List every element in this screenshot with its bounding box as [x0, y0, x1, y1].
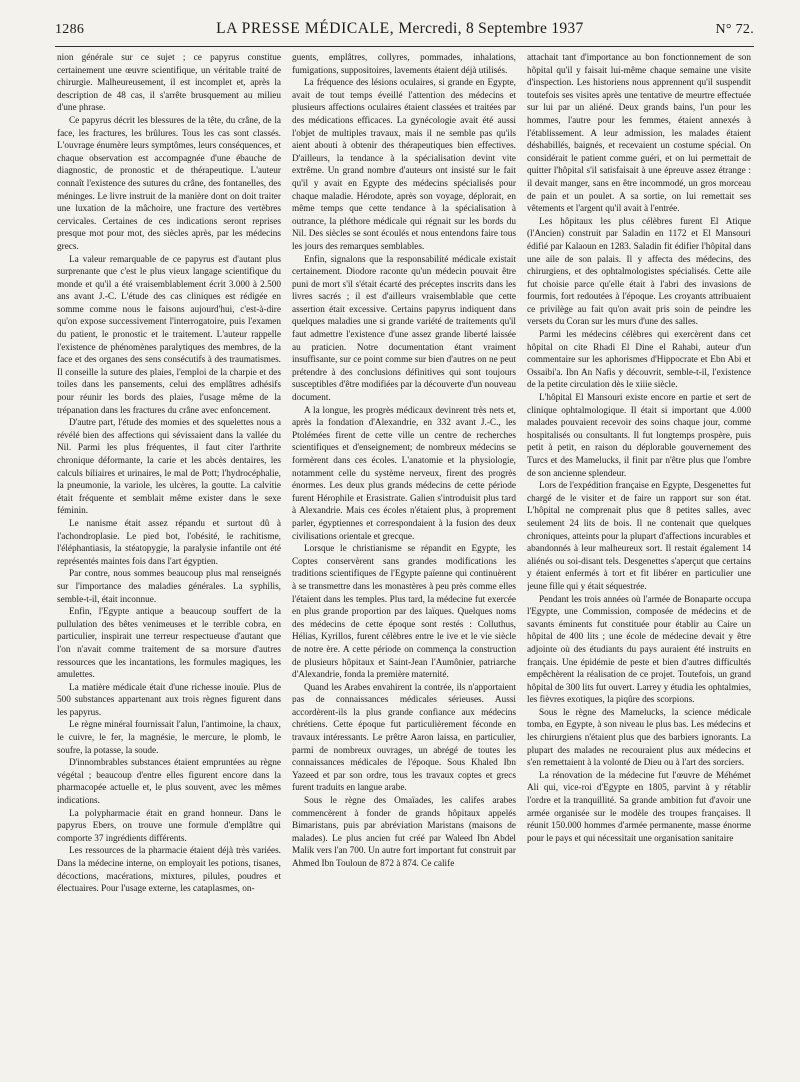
paragraph: Lorsque le christianisme se répandit en Egypte, les Coptes conservèrent sans grandes modifications les traditions scientifiques de l'Egypte païenne qui continuèrent à se transmettre dans les monastères à peu près comme elles l'étaient dans les temples. Plus tard, la médecine fut exercée en plus grande proportion par des laïques. Quelques noms des médecins de cette époque sont restés : Colluthus, Hélias, Kyrillos, furent célèbres entre le ive et le vie siècle de notre ère. A cette période on commença la construction de plusieurs hôpitaux et Saint-Jean l'Aumônier, patriarche d'Alexandrie, fonda la première maternité. — [292, 544, 516, 681]
paragraph: Pendant les trois années où l'armée de Bonaparte occupa l'Egypte, une Commission, composée de médecins et de savants éminents fut constituée pour établir au Caire un hôpital de 400 lits ; une école de médecine devait y être adjointe où des étudiants du pays auraient été instruits en français. Une épidémie de peste et bien d'autres difficultés empêchèrent la réalisation de ce projet. Toutefois, un grand hôpital de 300 lits fut ouvert. Larrey y étudia les ophtalmies, les fièvres exotiques, la piqûre des scorpions. — [527, 594, 751, 706]
paragraph: La rénovation de la médecine fut l'œuvre de Méhémet Ali qui, vice-roi d'Egypte en 1805, parvint à y rétablir l'ordre et la tranquillité. Sa grande ambition fut d'avoir une armée organisée sur le modèle des troupes françaises. Il réunit 150.000 hommes d'armée permanente, masse énorme pour le pays et qui nécessitait une organisation sanitaire — [527, 770, 751, 844]
paragraph: Ce papyrus décrit les blessures de la tête, du crâne, de la face, les fractures, les brûlures. Tous les cas sont classés. L'ouvrage énumère leurs symptômes, leurs conséquences, et chaque observation est accompagnée d'une ébauche de diagnostic, de pronostic et de thérapeutique. L'auteur connaît l'existence des sutures du crâne, des fontanelles, des méninges. Le livre instruit de la manière dont on doit traiter une luxation de la mâchoire, une fracture des vertèbres cervicales. Certaines de ces indications seront reprises presque mot pour mot, des siècles après, par les médecins grecs. — [57, 115, 281, 252]
paragraph: La valeur remarquable de ce papyrus est d'autant plus surprenante que c'est le plus vieux langage scientifique du monde et qu'il a été vraisemblablement écrit 3.000 à 2.500 ans avant J.-C. L'étude des cas cliniques est rédigée en somme comme nous le faisons aujourd'hui, c'est-à-dire qu'on expose successivement l'interrogatoire, puis l'examen du patient, le pronostic et le traitement. L'auteur rappelle l'existence de phénomènes paralytiques des membres, de la face et des organes des sens consécutifs à des traumatismes. Il conseille la suture des plaies, l'emploi de la charpie et des toiles dans les pansements, celui des emplâtres adhésifs pour réunir les bords des plaies, l'usage même de la trépanation dans les fractures du crâne avec enfoncement. — [57, 254, 281, 416]
paragraph: nion générale sur ce sujet ; ce papyrus constitue certainement une œuvre scientifique, un véritable traité de chirurgie. Malheureusement, il est incomplet et, après la description de 48 cas, il s'arrête brusquement au milieu d'une phrase. — [57, 53, 281, 114]
page-number: 1286 — [55, 22, 85, 37]
publication-title: LA PRESSE MÉDICALE, — [216, 20, 395, 37]
paragraph: Enfin, signalons que la responsabilité médicale existait certainement. Diodore raconte qu'un médecin pouvait être puni de mort s'il s'était écarté des préceptes inscrits dans les livres sacrés ; il est d'ailleurs vraisemblable que cette assertion était excessive. Certains papyrus indiquent dans quelques maladies une si grande variété de traitements qu'il faut admettre l'existence d'une assez grande liberté laissée au praticien. Notre documentation étant vraiment insuffisante, sur ce point comme sur bien d'autres on ne peut prétendre à des conclusions définitives qui sont toujours susceptibles d'être modifiées par la découverte d'un nouveau document. — [292, 254, 516, 404]
masthead — [84, 20, 715, 38]
header-rule — [55, 46, 754, 47]
paragraph: Le nanisme était assez répandu et surtout dû à l'achondroplasie. Le pied bot, l'obésité, le rachitisme, l'éléphantiasis, la stéatopygie, la paralysie infantile ont été représentés maintes fois dans l'art égyptien. — [57, 518, 281, 567]
paragraph: guents, emplâtres, collyres, pommades, inhalations, fumigations, suppositoires, lavements étaient déjà utilisés. — [292, 53, 516, 76]
issue-date: Mercredi, 8 Septembre 1937 — [398, 20, 584, 37]
paragraph: D'innombrables substances étaient empruntées au règne végétal ; beaucoup d'entre elles figurent encore dans la pharmacopée actuelle et, le plus souvent, avec les mêmes indications. — [57, 758, 281, 807]
column-2 — [292, 52, 516, 1072]
paragraph: Les ressources de la pharmacie étaient déjà très variées. Dans la médecine interne, on employait les potions, tisanes, décoctions, macérations, mixtures, pilules, poudres et électuaires. Pour l'usage externe, les cataplasmes, on- — [57, 846, 281, 895]
paragraph: Sous le règne des Omaïades, les califes arabes commencèrent à fonder de grands hôpitaux appelés Bimaristans, puis par abréviation Maristans (maisons de malades). Le plus ancien fut créé par Waleed Ibn Abdel Malik vers l'an 700. Un autre fort important fut construit par Ahmed Ibn Touloun de 872 à 874. Ce calife — [292, 796, 516, 869]
text-columns — [57, 52, 751, 1072]
column-1 — [57, 52, 281, 1072]
paragraph: Les hôpitaux les plus célèbres furent El Atique (l'Ancien) construit par Saladin en 1172 et El Mansouri édifié par Kalaoun en 1283. Saladin fit édifier l'hôpital dans une aile de son palais. Il y affecta des médecins, des chirurgiens, et des ophtalmologistes spécialisés. Cette aile fut choisie parce qu'elle était à l'abri des invasions de fourmis, fort redoutées à l'époque. Les croyants attribuaient ce privilège au fait qu'on avait pris soin de peindre les versets du Coran sur les murs d'une des salles. — [527, 216, 751, 328]
column-3 — [527, 52, 751, 1072]
paragraph: Lors de l'expédition française en Egypte, Desgenettes fut chargé de le visiter et de faire un rapport sur son état. L'hôpital ne comprenait plus que 8 petites salles, avec seulement 24 lits de bois. Il ne contenait que quelques chroniques, atteints pour la plupart d'affections incurables et abandonnés à leur malheureux sort. Il restait également 14 aliénés ou soi-disant tels. Desgenettes s'aperçut que certains y étaient enfermés à tort et fit libérer en particulier une jeune fille qui y était séquestrée. — [527, 481, 751, 592]
paragraph: D'autre part, l'étude des momies et des squelettes nous a révélé bien des affections qui sévissaient dans la vallée du Nil. Parmi les plus fréquentes, il faut citer l'arthrite chronique déformante, la carie et les abcès dentaires, les calculs biliaires et urinaires, le mal de Pott; l'hydrocéphalie, la pneumonie, la variole, les ulcères, la goutte. La calvitie était fréquente et semblait même exister dans le sexe féminin. — [57, 418, 281, 517]
issue-number: N° 72. — [715, 22, 754, 37]
paragraph: A la longue, les progrès médicaux devinrent très nets et, après la fondation d'Alexandrie, en 332 avant J.-C., les Ptolémées firent de cette ville un centre de recherches scientifiques et d'enseignement; de nombreux médecins se formèrent dans ces écoles. L'anatomie et la physiologie, notamment celle du système nerveux, firent des progrès énormes. Les deux plus grands médecins de cette période furent Hérophile et Erasistrate. Galien s'introduisit plus tard à Alexandrie. Mais ces écoles n'étaient plus, à proprement parler, égyptiennes et correspondaient à la fusion des deux civilisations orientale et grecque. — [292, 405, 516, 542]
paragraph: Le règne minéral fournissait l'alun, l'antimoine, la chaux, le cuivre, le fer, la magnésie, le mercure, le plomb, le soufre, la potasse, la soude. — [57, 720, 281, 756]
paragraph: Parmi les médecins célèbres qui exercèrent dans cet hôpital on cite Rhadi El Dine el Rahabi, auteur d'un commentaire sur les aphorismes d'Hippocrate et Ebn Abi et Ossaibi'a. Ibn An Nafis y découvrit, semble-t-il, l'existence de la petite circulation dès le xiiie siècle. — [527, 330, 751, 391]
page-header — [55, 20, 754, 44]
paragraph: La polypharmacie était en grand honneur. Dans le papyrus Ebers, on trouve une formule d'emplâtre qui comporte 37 ingrédients différents. — [57, 808, 281, 844]
paragraph: Par contre, nous sommes beaucoup plus mal renseignés sur l'importance des maladies générales. La syphilis, semble-t-il, était inconnue. — [57, 569, 281, 605]
paragraph: L'hôpital El Mansouri existe encore en partie et sert de clinique ophtalmologique. Il était si important que 4.000 malades pouvaient recevoir des soins chaque jour, comme hospitalisés ou consultants. Il fut longtemps prospère, puis petit à petit, en raison du déplorable gouvernement des Turcs et des Mamelucks, il finit par n'être plus que l'ombre de son ancienne splendeur. — [527, 393, 751, 479]
paragraph: Enfin, l'Egypte antique a beaucoup souffert de la pullulation des bêtes venimeuses et le terrible cobra, en particulier, inspirait une terreur respectueuse d'autant que l'on n'avait comme traitement de sa morsure d'autres ressources que les incantations, les formules magiques, les amulettes. — [57, 607, 281, 681]
paragraph: Quand les Arabes envahirent la contrée, ils n'apportaient pas de connaissances médicales sérieuses. Aussi accordèrent-ils la plus grande confiance aux médecins chrétiens. Cette époque fut particulièrement féconde en travaux intéressants. Le prêtre Aaron laissa, en particulier, parmi de nombreux ouvrages, un abrégé de toutes les connaissances médicales de l'époque. Sous Khaled Ibn Yazeed et par son ordre, tous les travaux coptes et grecs furent traduits en langue arabe. — [292, 682, 516, 794]
paragraph: La matière médicale était d'une richesse inouïe. Plus de 500 substances appartenant aux trois règnes figurent dans les papyrus. — [57, 682, 281, 718]
paragraph: attachait tant d'importance au bon fonctionnement de son hôpital qu'il y faisait lui-même chaque semaine une visite d'inspection. Les historiens nous apprennent qu'il suspendit toutefois ses visites après une tentative de meurtre effectuée sur lui par un aliéné. Deux grands bains, l'un pour les hommes, l'autre pour les femmes, étaient annexés à l'établissement. A leur admission, les malades étaient déshabillés, baignés, et recevaient un costume spécial. On considérait le patient comme guéri, et on lui permettait de quitter l'hôpital s'il satisfaisait à une épreuve assez étrange : il devait manger, sans en être incommodé, un gros morceau de pain et un poulet. A sa sortie, on lui remettait ses vêtements et l'argent qu'il avait à l'entrée. — [527, 53, 751, 215]
paragraph: La fréquence des lésions oculaires, si grande en Egypte, avait de tout temps éveillé l'attention des médecins et plusieurs affections oculaires étaient classées et traitées par des médications efficaces. La gynécologie avait été aussi l'objet de multiples travaux, mais il ne semble pas qu'ils aient abouti à obtenir des thérapeutiques bien effectives. D'ailleurs, la tendance à la spécialisation devint vite extrême. Un grand nombre d'auteurs ont insisté sur le fait qu'il y avait en Egypte des médecins spécialisés pour chaque maladie. Hérodote, après son voyage, déplorait, en même temps que cette tendance à la spécialisation à outrance, la pléthore médicale qui régnait sur les bords du Nil. Des siècles se sont écoulés et nous entendons faire tous les jours des remarques semblables. — [292, 78, 516, 252]
paragraph: Sous le règne des Mamelucks, la science médicale tomba, en Egypte, à son niveau le plus bas. Les médecins et les chirurgiens n'étaient plus que des barbiers ignorants. La plupart des malades ne recouraient plus aux médecins et s'en remettaient à la volonté de Dieu ou à l'art des sorciers. — [527, 707, 751, 769]
